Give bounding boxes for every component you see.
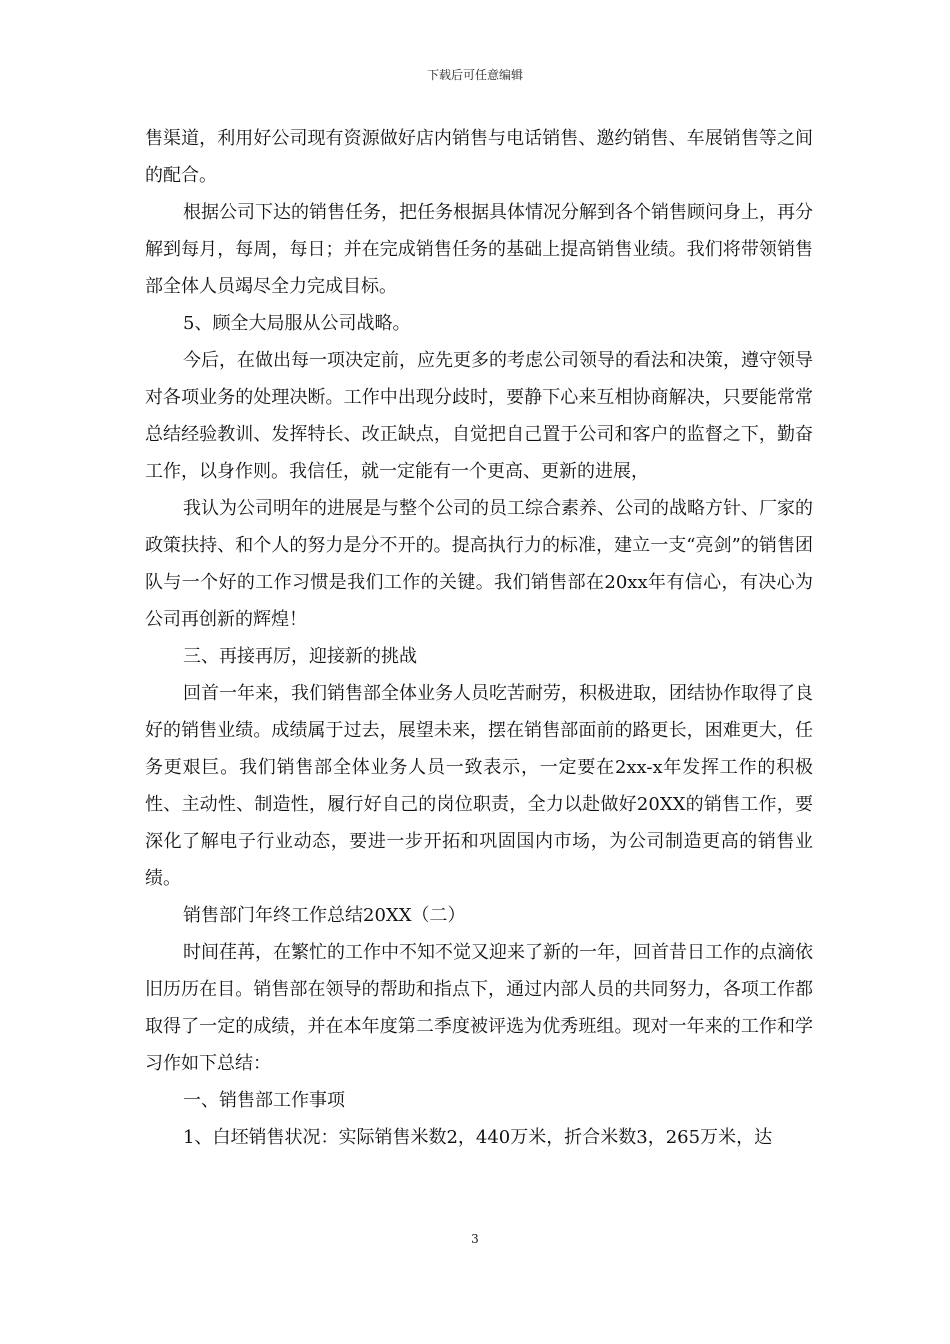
paragraph: 我认为公司明年的进展是与整个公司的员工综合素养、公司的战略方针、厂家的政策扶持、和个人的努力是分不开的。提高执行力的标准，建立一支“亮剑”的销售团队与一个好的工作习惯是我们工作的关键。我们销售部在20xx年有信心，有决心为公司再创新的辉煌！ [145, 498, 813, 630]
document-title: 销售部门年终工作总结20XX（二） [183, 905, 466, 926]
page-number: 3 [471, 1232, 479, 1246]
paragraph: 5、顾全大局服从公司战略。 [183, 313, 411, 334]
document-body [145, 120, 813, 1156]
paragraph: 根据公司下达的销售任务，把任务根据具体情况分解到各个销售顾问身上，再分解到每月，每周，每日；并在完成销售任务的基础上提高销售业绩。我们将带领销售部全体人员竭尽全力完成目标。 [145, 202, 813, 297]
section-heading: 三、再接再厉，迎接新的挑战 [183, 646, 417, 667]
paragraph: 售渠道，利用好公司现有资源做好店内销售与电话销售、邀约销售、车展销售等之间的配合。 [145, 128, 813, 186]
paragraph: 时间荏苒，在繁忙的工作中不知不觉又迎来了新的一年，回首昔日工作的点滴依旧历历在目。销售部在领导的帮助和指点下，通过内部人员的共同努力，各项工作都取得了一定的成绩，并在本年度第二季度被评选为优秀班组。现对一年来的工作和学习作如下总结： [145, 942, 813, 1074]
page-header: 下载后可任意编辑 [426, 68, 523, 82]
paragraph: 今后，在做出每一项决定前，应先更多的考虑公司领导的看法和决策，遵守领导对各项业务的处理决断。工作中出现分歧时，要静下心来互相协商解决，只要能常常总结经验教训、发挥特长、改正缺点，自觉把自己置于公司和客户的监督之下，勤奋工作，以身作则。我信任，就一定能有一个更高、更新的进展， [145, 350, 813, 482]
section-heading: 一、销售部工作事项 [183, 1090, 345, 1111]
paragraph: 回首一年来，我们销售部全体业务人员吃苦耐劳，积极进取，团结协作取得了良好的销售业绩。成绩属于过去，展望未来，摆在销售部面前的路更长，困难更大，任务更艰巨。我们销售部全体业务人员一致表示，一定要在2xx-x年发挥工作的积极性、主动性、制造性，履行好自己的岗位职责，全力以赴做好20XX的销售工作，要深化了解电子行业动态，要进一步开拓和巩固国内市场，为公司制造更高的销售业绩。 [145, 683, 813, 889]
paragraph: 1、白坯销售状况：实际销售米数2，440万米，折合米数3，265万米，达 [183, 1127, 773, 1148]
